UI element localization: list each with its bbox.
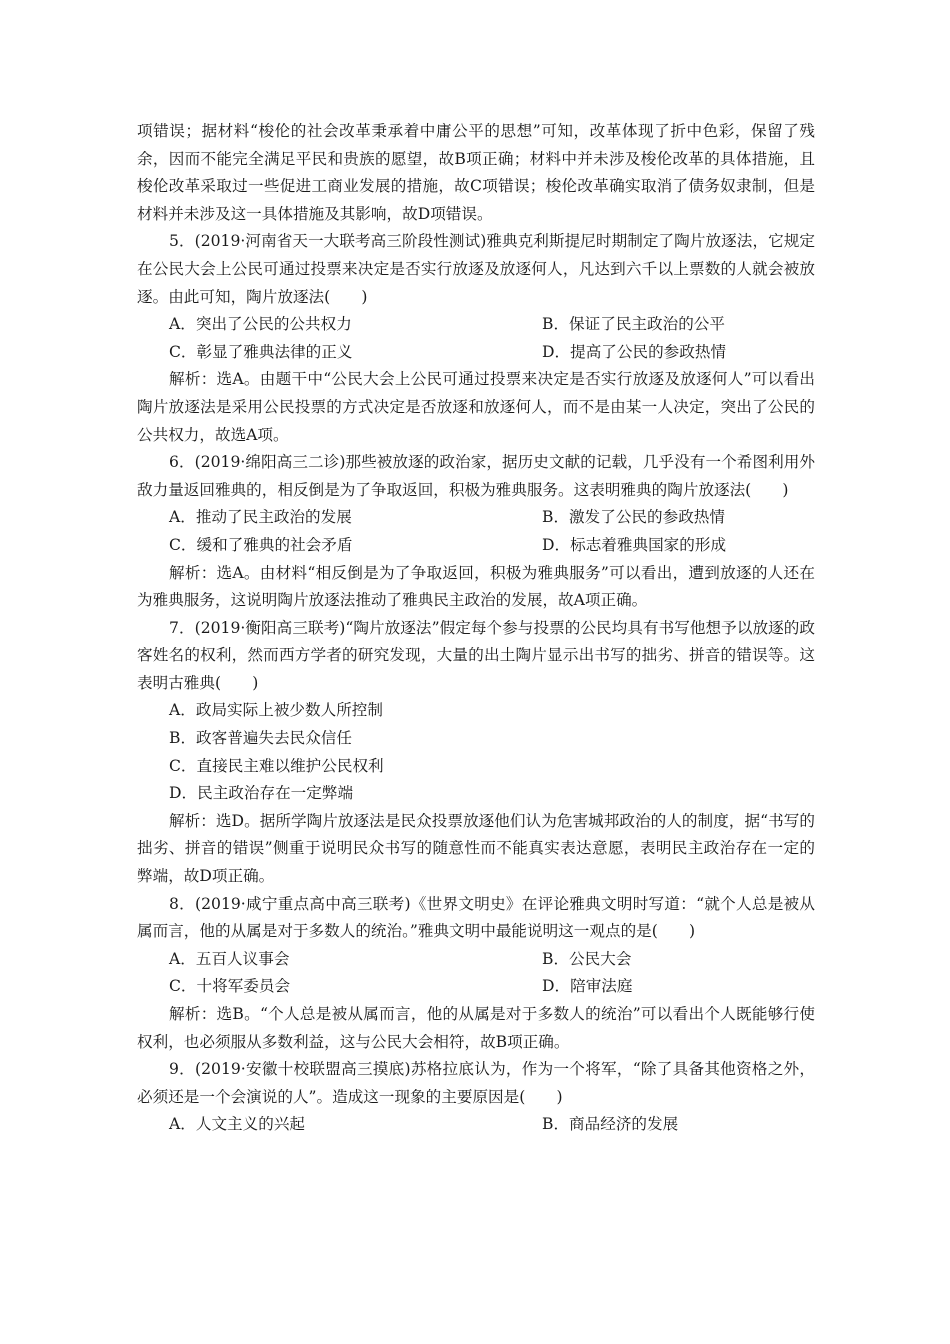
question-stem: 9．(2019·安徽十校联盟高三摸底)苏格拉底认为，作为一个将军，“除了具备其他资格之外，必须还是一个会演说的人”。造成这一现象的主要原因是( ) [137, 1060, 815, 1106]
analysis: 解析：选A。由材料“相反倒是为了争取返回，积极为雅典服务”可以看出，遭到放逐的人还在为雅典服务，这说明陶片放逐法推动了雅典民主政治的发展，故A项正确。 [137, 563, 815, 610]
option-row [137, 946, 815, 974]
option-c: C．彰显了雅典法律的正义 [169, 342, 353, 361]
analysis: 解析：选A。由题干中“公民大会上公民可通过投票来决定是否实行放逐及放逐何人”可以看出陶片放逐法是采用公民投票的方式决定是否放逐和放逐何人，而不是由某一人决定，突出了公民的公共权力，故选A项。 [137, 370, 815, 444]
option-b: B．商品经济的发展 [542, 1115, 679, 1134]
question-9 [137, 1056, 815, 1139]
option-row [137, 973, 815, 1001]
question-8 [137, 891, 815, 1057]
question-5 [137, 228, 815, 449]
question-7 [137, 615, 815, 891]
question-stem: 7．(2019·衡阳高三联考)“陶片放逐法”假定每个参与投票的公民均具有书写他想予以放逐的政客姓名的权利，然而西方学者的研究发现，大量的出土陶片显示出书写的拙劣、拼音的错误等。这表明古雅典( ) [137, 618, 815, 692]
option-d: D．提高了公民的参政热情 [542, 342, 727, 361]
analysis: 解析：选B。“个人总是被从属而言，他的从属是对于多数人的统治”可以看出个人既能够行使权利，也必须服从多数利益，这与公民大会相符，故B项正确。 [137, 1005, 815, 1051]
option-a: A．突出了公民的公共权力 [169, 315, 352, 334]
option-d: D．陪审法庭 [542, 977, 633, 996]
option-c: C．直接民主难以维护公民权利 [169, 756, 384, 775]
option-c: C．缓和了雅典的社会矛盾 [169, 535, 353, 554]
option-b: B．政客普遍失去民众信任 [169, 729, 352, 748]
option-row [137, 504, 815, 532]
lead-paragraph: 项错误；据材料“梭伦的社会改革秉承着中庸公平的思想”可知，改革体现了折中色彩，保留了残余，因而不能完全满足平民和贵族的愿望，故B项正确；材料中并未涉及梭伦改革的具体措施，且梭伦改革采取过一些促进工商业发展的措施，故C项错误；梭伦改革确实取消了债务奴隶制，但是材料并未涉及这一具体措施及其影响，故D项错误。 [137, 122, 815, 223]
option-d: D．标志着雅典国家的形成 [542, 535, 727, 554]
question-stem: 5．(2019·河南省天一大联考高三阶段性测试)雅典克利斯提尼时期制定了陶片放逐法，它规定在公民大会上公民可通过投票来决定是否实行放逐及放逐何人，凡达到六千以上票数的人就会被放逐。由此可知，陶片放逐法( ) [137, 232, 815, 306]
option-row [137, 339, 815, 367]
option-b: B．激发了公民的参政热情 [542, 508, 725, 527]
option-b: B．保证了民主政治的公平 [542, 315, 725, 334]
option-a: A．人文主义的兴起 [169, 1115, 306, 1134]
option-b: B．公民大会 [542, 949, 632, 968]
option-row [137, 532, 815, 560]
option-d: D．民主政治存在一定弊端 [169, 784, 354, 803]
option-a: A．五百人议事会 [169, 949, 290, 968]
option-row [137, 1111, 815, 1139]
document-page [137, 118, 815, 1139]
option-c: C．十将军委员会 [169, 977, 291, 996]
option-a: A．推动了民主政治的发展 [169, 508, 352, 527]
option-a: A．政局实际上被少数人所控制 [169, 701, 383, 720]
question-stem: 6．(2019·绵阳高三二诊)那些被放逐的政治家，据历史文献的记载，几乎没有一个希图利用外敌力量返回雅典的，相反倒是为了争取返回，积极为雅典服务。这表明雅典的陶片放逐法( ) [137, 453, 815, 499]
question-6 [137, 449, 815, 615]
analysis: 解析：选D。据所学陶片放逐法是民众投票放逐他们认为危害城邦政治的人的制度，据“书写的拙劣、拼音的错误”侧重于说明民众书写的随意性而不能真实表达意愿，表明民主政治存在一定的弊端，故D项正确。 [137, 811, 815, 886]
option-row [137, 311, 815, 339]
question-stem: 8．(2019·咸宁重点高中高三联考)《世界文明史》在评论雅典文明时写道：“就个人总是被从属而言，他的从属是对于多数人的统治。”雅典文明中最能说明这一观点的是( ) [137, 894, 815, 941]
